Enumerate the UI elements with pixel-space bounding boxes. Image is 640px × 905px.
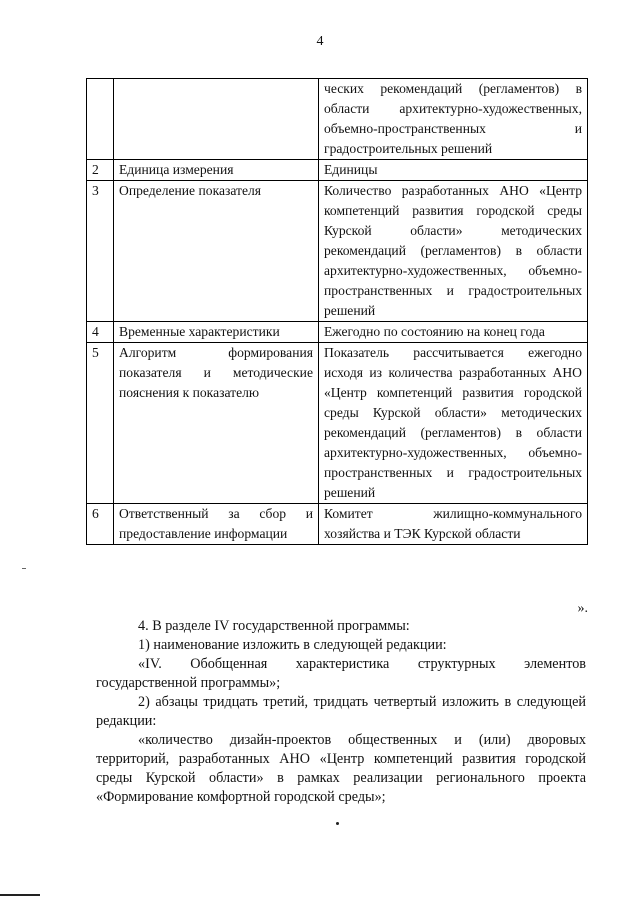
row-number: 2: [87, 160, 114, 181]
table-row: [87, 322, 588, 343]
row-number: [87, 79, 114, 160]
paragraph: 4. В разделе IV государственной программы:: [138, 618, 410, 634]
indicator-value: ческих рекомендаций (регламентов) в области архитектурно-художественных, объемно-пространственных и градостроительных решений: [319, 79, 588, 160]
indicator-value: Показатель рассчитывается ежегодно исходя из количества разработанных АНО «Центр компетенций развития городской среды Курской области» методических рекомендаций (регламентов) в области архитектурно-художественных, объемно-пространственных и градостроительных решений: [319, 343, 588, 504]
row-number: 5: [87, 343, 114, 504]
table-row: [87, 79, 588, 160]
indicator-name: Ответственный за сбор и предоставление информации: [114, 504, 319, 545]
indicator-name: Определение показателя: [114, 181, 319, 322]
table-row: [87, 160, 588, 181]
indicator-name: Алгоритм формирования показателя и методические пояснения к показателю: [114, 343, 319, 504]
indicator-value: Ежегодно по состоянию на конец года: [319, 322, 588, 343]
indicator-name: Единица измерения: [114, 160, 319, 181]
paragraph: «количество дизайн-проектов общественных и (или) дворовых территорий, разработанных АНО «Центр компетенций развития городской среды Курской области» в рамках реализации регионального проекта «Формирование комфортной городской среды»;: [96, 732, 586, 805]
margin-mark: [22, 568, 26, 569]
row-number: 6: [87, 504, 114, 545]
row-number: 3: [87, 181, 114, 322]
table-row: [87, 504, 588, 545]
closing-quote: ».: [577, 601, 588, 616]
paragraph: 2) абзацы тридцать третий, тридцать четвертый изложить в следующей редакции:: [96, 694, 586, 729]
bottom-line: [0, 894, 40, 896]
indicator-passport-table: [86, 78, 588, 545]
table-row: [87, 343, 588, 504]
table-row: [87, 181, 588, 322]
page-number: 4: [316, 34, 324, 49]
indicator-value: Количество разработанных АНО «Центр компетенций развития городской среды Курской области» методических рекомендаций (регламентов) в области архитектурно-художественных, объемно-пространственных и градостроительных решений: [319, 181, 588, 322]
dot-mark: [336, 822, 339, 825]
body-text: [96, 617, 586, 807]
indicator-value: Единицы: [319, 160, 588, 181]
paragraph: «IV. Обобщенная характеристика структурных элементов государственной программы»;: [96, 656, 586, 691]
paragraph: 1) наименование изложить в следующей редакции:: [138, 637, 447, 653]
indicator-name: Временные характеристики: [114, 322, 319, 343]
indicator-name: [114, 79, 319, 160]
indicator-value: Комитет жилищно-коммунального хозяйства и ТЭК Курской области: [319, 504, 588, 545]
row-number: 4: [87, 322, 114, 343]
